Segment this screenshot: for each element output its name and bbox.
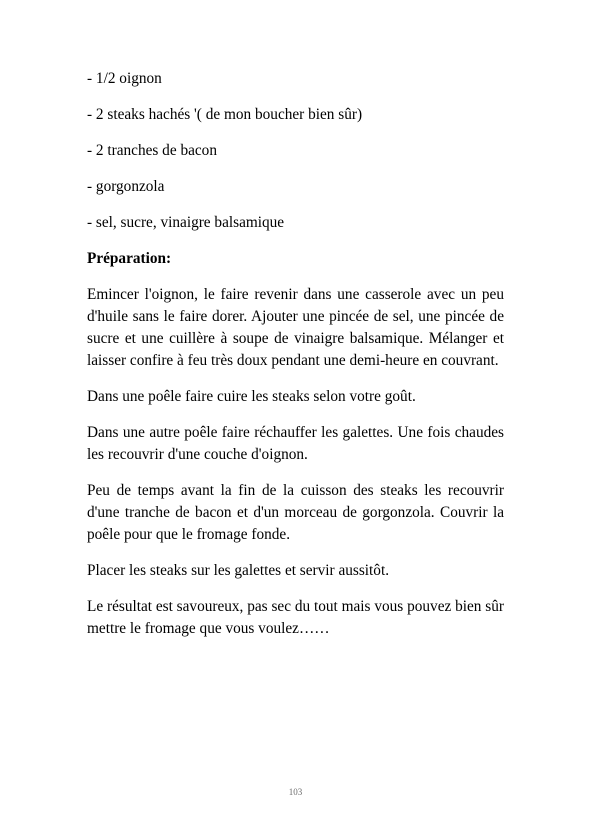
preparation-paragraph: Emincer l'oignon, le faire revenir dans une casserole avec un peu d'huile sans le faire dorer. Ajouter une pincée de sel, une pincée de sucre et une cuillère à soupe de vinaigre balsamique. Mélanger et laisser confire à feu très doux pendant une demi-heure en couvrant. bbox=[87, 286, 504, 369]
ingredient-item: - 2 steaks hachés '( de mon boucher bien sûr) bbox=[87, 106, 363, 123]
ingredient-item: - 2 tranches de bacon bbox=[87, 142, 217, 159]
preparation-heading: Préparation: bbox=[87, 250, 172, 267]
ingredient-item: - sel, sucre, vinaigre balsamique bbox=[87, 214, 285, 231]
preparation-paragraph: Le résultat est savoureux, pas sec du tout mais vous pouvez bien sûr mettre le fromage que vous voulez…… bbox=[87, 598, 504, 637]
recipe-body bbox=[87, 68, 504, 654]
preparation-paragraph: Dans une poêle faire cuire les steaks selon votre goût. bbox=[87, 388, 416, 405]
preparation-paragraph: Placer les steaks sur les galettes et servir aussitôt. bbox=[87, 562, 390, 579]
ingredient-item: - gorgonzola bbox=[87, 178, 165, 195]
ingredient-item: - 1/2 oignon bbox=[87, 70, 162, 87]
preparation-paragraph: Dans une autre poêle faire réchauffer les galettes. Une fois chaudes les recouvrir d'une couche d'oignon. bbox=[87, 424, 504, 463]
preparation-paragraph: Peu de temps avant la fin de la cuisson des steaks les recouvrir d'une tranche de bacon et d'un morceau de gorgonzola. Couvrir la poêle pour que le fromage fonde. bbox=[87, 482, 504, 543]
ingredient-list bbox=[87, 68, 504, 234]
page-number: 103 bbox=[288, 787, 303, 797]
